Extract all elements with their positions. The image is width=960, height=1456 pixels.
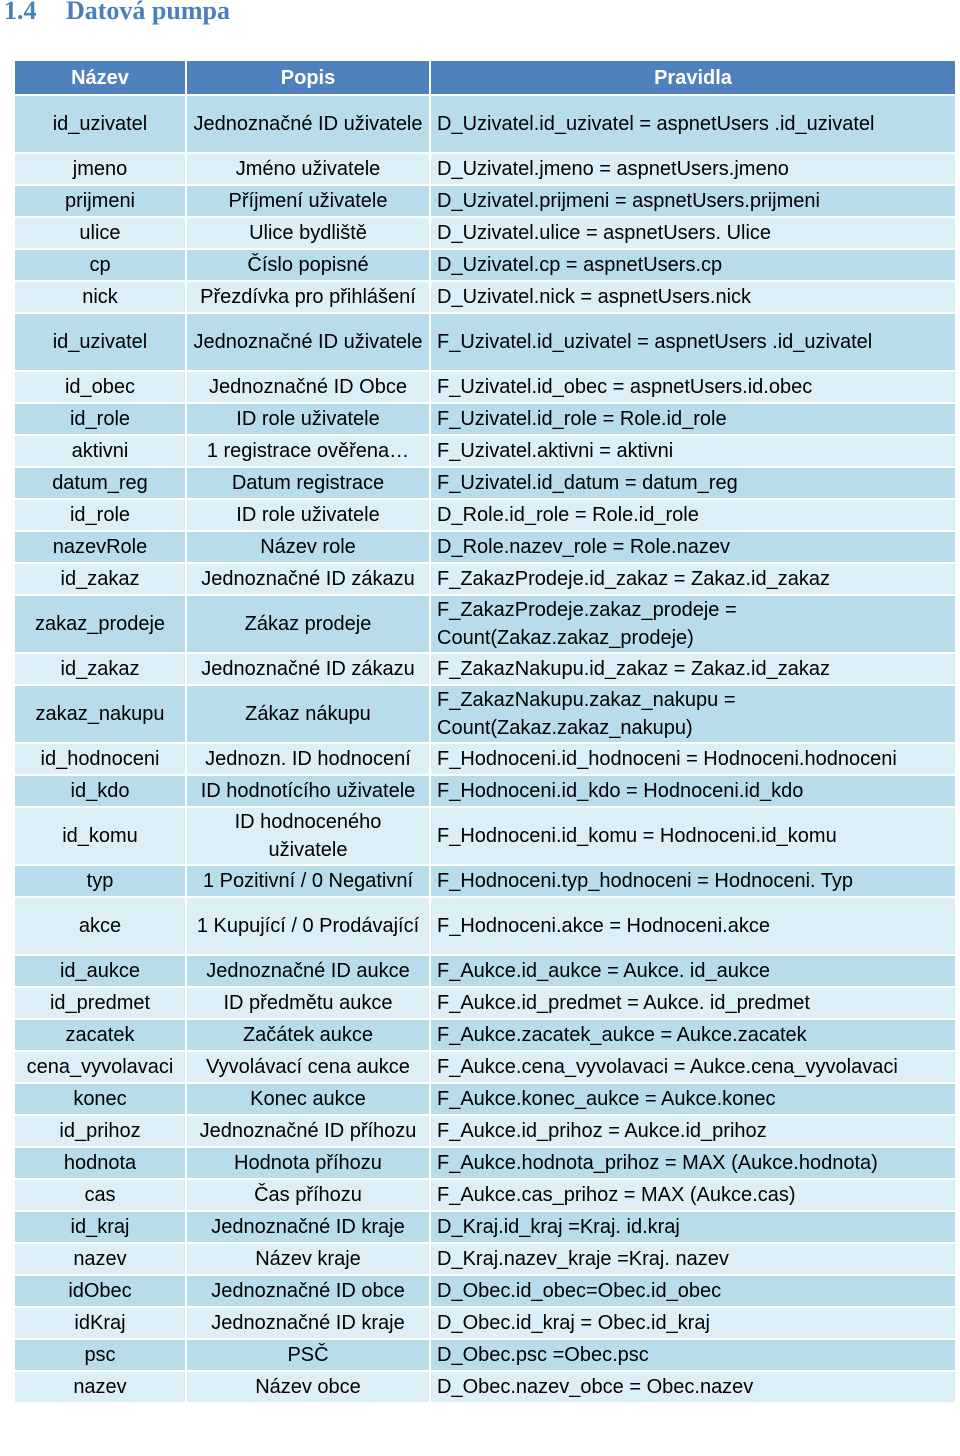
table-row [14,595,956,653]
table-row [14,1371,956,1403]
column-header-rules: Pravidla [430,60,956,95]
cell-description: Jednoznačné ID aukce [186,955,430,987]
cell-rule: F_Aukce.konec_aukce = Aukce.konec [430,1083,956,1115]
cell-rule: D_Role.nazev_role = Role.nazev [430,531,956,563]
cell-rule: D_Uzivatel.cp = aspnetUsers.cp [430,249,956,281]
table-row [14,435,956,467]
cell-name: cp [14,249,186,281]
cell-name: akce [14,897,186,955]
column-header-description: Popis [186,60,430,95]
table-row [14,249,956,281]
table-row [14,281,956,313]
cell-name: id_obec [14,371,186,403]
table-header-row [14,60,956,95]
cell-name: nazev [14,1243,186,1275]
cell-description: PSČ [186,1339,430,1371]
cell-name: cena_vyvolavaci [14,1051,186,1083]
cell-description: Jednoznačné ID kraje [186,1211,430,1243]
cell-rule: D_Obec.psc =Obec.psc [430,1339,956,1371]
cell-name: hodnota [14,1147,186,1179]
cell-description: Jednoznačné ID uživatele [186,313,430,371]
cell-name: id_prihoz [14,1115,186,1147]
cell-name: id_predmet [14,987,186,1019]
table-row [14,897,956,955]
cell-description: Název role [186,531,430,563]
cell-name: nazevRole [14,531,186,563]
cell-rule: F_Hodnoceni.id_komu = Hodnoceni.id_komu [430,807,956,865]
table-row [14,185,956,217]
cell-description: Čas příhozu [186,1179,430,1211]
cell-name: id_aukce [14,955,186,987]
cell-rule: F_Aukce.hodnota_prihoz = MAX (Aukce.hodnota) [430,1147,956,1179]
table-row [14,1115,956,1147]
cell-description: Jednoznačné ID obce [186,1275,430,1307]
cell-description: Přezdívka pro přihlášení [186,281,430,313]
cell-description: Zákaz nákupu [186,685,430,743]
cell-rule: D_Uzivatel.jmeno = aspnetUsers.jmeno [430,153,956,185]
cell-rule: F_Uzivatel.id_datum = datum_reg [430,467,956,499]
cell-name: id_hodnoceni [14,743,186,775]
table-row [14,1019,956,1051]
cell-rule: F_ZakazNakupu.zakaz_nakupu = Count(Zakaz.zakaz_nakupu) [430,685,956,743]
cell-rule: F_Hodnoceni.akce = Hodnoceni.akce [430,897,956,955]
cell-rule: D_Uzivatel.nick = aspnetUsers.nick [430,281,956,313]
cell-name: id_zakaz [14,653,186,685]
cell-description: Zákaz prodeje [186,595,430,653]
cell-rule: F_ZakazProdeje.zakaz_prodeje = Count(Zakaz.zakaz_prodeje) [430,595,956,653]
cell-rule: F_Uzivatel.id_uzivatel = aspnetUsers .id_uzivatel [430,313,956,371]
cell-name: id_uzivatel [14,95,186,153]
table-row [14,1211,956,1243]
cell-name: id_zakaz [14,563,186,595]
cell-rule: F_Aukce.id_prihoz = Aukce.id_prihoz [430,1115,956,1147]
cell-description: ID role uživatele [186,403,430,435]
cell-name: datum_reg [14,467,186,499]
table-row [14,1307,956,1339]
table-row [14,987,956,1019]
table-row [14,955,956,987]
cell-name: id_komu [14,807,186,865]
data-pump-table [13,59,957,1404]
cell-name: jmeno [14,153,186,185]
cell-name: idObec [14,1275,186,1307]
table-row [14,95,956,153]
section-title: Datová pumpa [66,0,230,25]
table-row [14,563,956,595]
table-row [14,1179,956,1211]
cell-description: Jednoznačné ID zákazu [186,653,430,685]
cell-name: prijmeni [14,185,186,217]
table-row [14,743,956,775]
cell-description: 1 Kupující / 0 Prodávající [186,897,430,955]
table-row [14,1243,956,1275]
cell-description: Jednoznačné ID uživatele [186,95,430,153]
table-row [14,1275,956,1307]
cell-name: nazev [14,1371,186,1403]
cell-description: Jednoznačné ID příhozu [186,1115,430,1147]
section-number: 1.4 [4,0,37,25]
table-row [14,403,956,435]
cell-description: Datum registrace [186,467,430,499]
cell-rule: D_Obec.id_obec=Obec.id_obec [430,1275,956,1307]
cell-description: ID hodnoceného uživatele [186,807,430,865]
cell-description: ID předmětu aukce [186,987,430,1019]
cell-description: Jednoznačné ID Obce [186,371,430,403]
cell-name: typ [14,865,186,897]
cell-name: konec [14,1083,186,1115]
cell-rule: F_Hodnoceni.id_hodnoceni = Hodnoceni.hodnoceni [430,743,956,775]
cell-rule: D_Role.id_role = Role.id_role [430,499,956,531]
table-row [14,653,956,685]
table-row [14,313,956,371]
cell-rule: F_Hodnoceni.typ_hodnoceni = Hodnoceni. Typ [430,865,956,897]
cell-name: id_kdo [14,775,186,807]
cell-name: aktivni [14,435,186,467]
cell-name: id_uzivatel [14,313,186,371]
cell-description: ID role uživatele [186,499,430,531]
cell-rule: F_ZakazNakupu.id_zakaz = Zakaz.id_zakaz [430,653,956,685]
cell-name: id_role [14,499,186,531]
cell-description: ID hodnotícího uživatele [186,775,430,807]
cell-description: Název kraje [186,1243,430,1275]
cell-rule: F_Aukce.id_predmet = Aukce. id_predmet [430,987,956,1019]
table-row [14,499,956,531]
cell-description: Ulice bydliště [186,217,430,249]
table-row [14,775,956,807]
column-header-name: Název [14,60,186,95]
table-row [14,1147,956,1179]
cell-description: Konec aukce [186,1083,430,1115]
cell-description: Začátek aukce [186,1019,430,1051]
cell-description: 1 registrace ověřena… [186,435,430,467]
cell-rule: D_Uzivatel.id_uzivatel = aspnetUsers .id_uzivatel [430,95,956,153]
table-row [14,685,956,743]
section-heading [4,0,230,36]
cell-name: idKraj [14,1307,186,1339]
cell-name: zakaz_prodeje [14,595,186,653]
cell-rule: F_Hodnoceni.id_kdo = Hodnoceni.id_kdo [430,775,956,807]
cell-description: Jednoznačné ID kraje [186,1307,430,1339]
cell-rule: F_Aukce.cas_prihoz = MAX (Aukce.cas) [430,1179,956,1211]
table-row [14,531,956,563]
cell-rule: D_Uzivatel.prijmeni = aspnetUsers.prijmeni [430,185,956,217]
cell-rule: F_Aukce.id_aukce = Aukce. id_aukce [430,955,956,987]
cell-name: id_role [14,403,186,435]
cell-name: zacatek [14,1019,186,1051]
cell-description: Příjmení uživatele [186,185,430,217]
cell-description: Vyvolávací cena aukce [186,1051,430,1083]
cell-description: Název obce [186,1371,430,1403]
table-row [14,1051,956,1083]
table-row [14,1339,956,1371]
table-row [14,865,956,897]
cell-description: Jednozn. ID hodnocení [186,743,430,775]
cell-description: 1 Pozitivní / 0 Negativní [186,865,430,897]
cell-rule: F_ZakazProdeje.id_zakaz = Zakaz.id_zakaz [430,563,956,595]
cell-rule: F_Uzivatel.id_obec = aspnetUsers.id.obec [430,371,956,403]
cell-rule: D_Uzivatel.ulice = aspnetUsers. Ulice [430,217,956,249]
cell-name: nick [14,281,186,313]
cell-rule: D_Kraj.id_kraj =Kraj. id.kraj [430,1211,956,1243]
cell-name: psc [14,1339,186,1371]
table-body [14,95,956,1403]
cell-rule: F_Aukce.cena_vyvolavaci = Aukce.cena_vyvolavaci [430,1051,956,1083]
cell-description: Číslo popisné [186,249,430,281]
cell-rule: F_Uzivatel.aktivni = aktivni [430,435,956,467]
table-row [14,371,956,403]
cell-rule: D_Obec.nazev_obce = Obec.nazev [430,1371,956,1403]
cell-description: Jednoznačné ID zákazu [186,563,430,595]
cell-name: ulice [14,217,186,249]
table-row [14,1083,956,1115]
table-row [14,217,956,249]
table-row [14,467,956,499]
cell-name: zakaz_nakupu [14,685,186,743]
cell-name: id_kraj [14,1211,186,1243]
cell-description: Jméno uživatele [186,153,430,185]
table-row [14,153,956,185]
cell-description: Hodnota příhozu [186,1147,430,1179]
cell-rule: F_Uzivatel.id_role = Role.id_role [430,403,956,435]
table-row [14,807,956,865]
cell-rule: D_Kraj.nazev_kraje =Kraj. nazev [430,1243,956,1275]
cell-rule: F_Aukce.zacatek_aukce = Aukce.zacatek [430,1019,956,1051]
cell-rule: D_Obec.id_kraj = Obec.id_kraj [430,1307,956,1339]
cell-name: cas [14,1179,186,1211]
